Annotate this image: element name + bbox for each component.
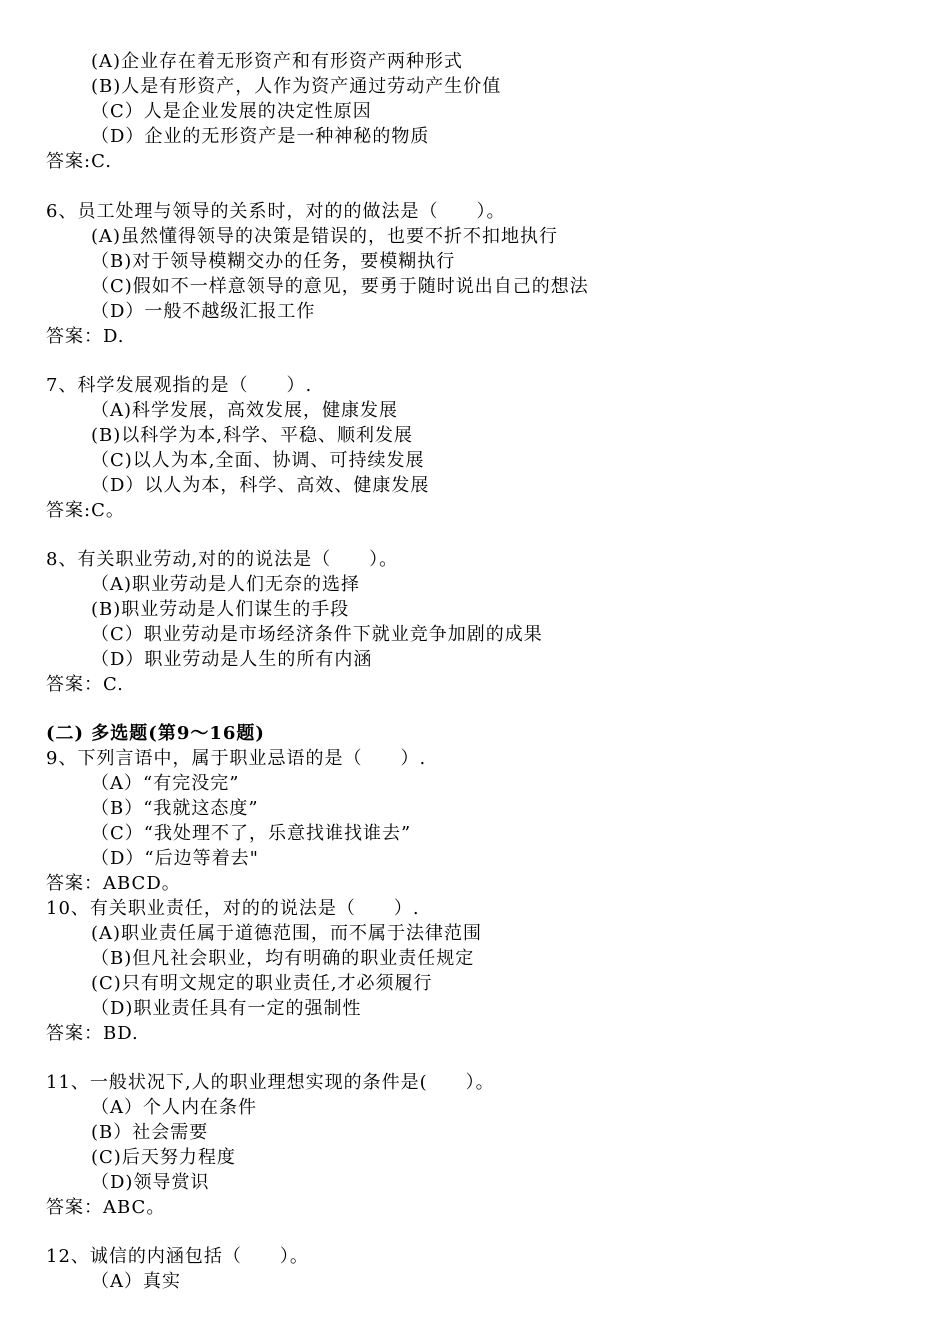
text-line: （A)科学发展，高效发展，健康发展 [91, 400, 399, 421]
text-line: （C)以人为本,全面、协调、可持续发展 [91, 450, 425, 471]
text-line: 6、员工处理与领导的关系时，对的的做法是（ ）。 [46, 201, 506, 222]
text-line: （B)对于领导模糊交办的任务，要模糊执行 [91, 251, 456, 272]
text-line: （A)职业劳动是人们无奈的选择 [91, 574, 361, 595]
text-line: （B)但凡社会职业，均有明确的职业责任规定 [91, 948, 475, 969]
text-line: (B)职业劳动是人们谋生的手段 [91, 599, 350, 620]
text-line: （A）个人内在条件 [91, 1097, 257, 1118]
text-line: （C）职业劳动是市场经济条件下就业竞争加剧的成果 [91, 624, 543, 645]
text-line: （C）“我处理不了，乐意找谁找谁去” [91, 823, 412, 844]
text-line: 12、诚信的内涵包括（ ）。 [46, 1246, 309, 1267]
text-line: 11、一般状况下,人的职业理想实现的条件是( ）。 [46, 1072, 495, 1093]
text-line: （D）以人为本，科学、高效、健康发展 [91, 475, 430, 496]
text-line: （D）职业劳动是人生的所有内涵 [91, 649, 373, 670]
text-line: (C)后天努力程度 [91, 1147, 236, 1168]
text-line: （C)假如不一样意领导的意见，要勇于随时说出自己的想法 [91, 276, 589, 297]
text-line: (A)企业存在着无形资产和有形资产两种形式 [91, 51, 464, 72]
text-line: (B）社会需要 [91, 1122, 209, 1143]
text-line: （D)领导赏识 [91, 1172, 210, 1193]
text-line: 8、有关职业劳动,对的的说法是（ ）。 [46, 549, 399, 570]
text-line: （A）真实 [91, 1271, 181, 1292]
text-line: （D）“后边等着去" [91, 848, 259, 869]
text-line: 答案：D. [46, 326, 125, 347]
text-line: （A）“有完没完” [91, 773, 240, 794]
section-heading: (二) 多选题(第9～16题) [46, 723, 265, 744]
text-line: （D)职业责任具有一定的强制性 [91, 998, 362, 1019]
text-line: 7、科学发展观指的是（ ）. [46, 375, 313, 396]
text-line: （C）人是企业发展的决定性原因 [91, 101, 372, 122]
text-line: （D）一般不越级汇报工作 [91, 301, 316, 322]
text-line: 答案:C。 [46, 500, 125, 521]
text-line: （B）“我就这态度” [91, 798, 259, 819]
text-line: 答案:C. [46, 151, 112, 172]
text-line: (C)只有明文规定的职业责任,才必须履行 [91, 973, 433, 994]
text-line: (A)虽然懂得领导的决策是错误的，也要不折不扣地执行 [91, 226, 559, 247]
text-line: 答案：ABC。 [46, 1197, 166, 1218]
text-line: 10、有关职业责任，对的的说法是（ ）. [46, 898, 420, 919]
text-line: (A)职业责任属于道德范围，而不属于法律范围 [91, 923, 483, 944]
text-line: (B)以科学为本,科学、平稳、顺利发展 [91, 425, 413, 446]
text-line: (B)人是有形资产，人作为资产通过劳动产生价值 [91, 76, 502, 97]
text-line: 答案：ABCD。 [46, 873, 181, 894]
text-line: 答案：BD. [46, 1023, 139, 1044]
text-line: 答案：C. [46, 674, 124, 695]
text-line: （D）企业的无形资产是一种神秘的物质 [91, 126, 430, 147]
text-line: 9、下列言语中，属于职业忌语的是（ ）. [46, 748, 427, 769]
